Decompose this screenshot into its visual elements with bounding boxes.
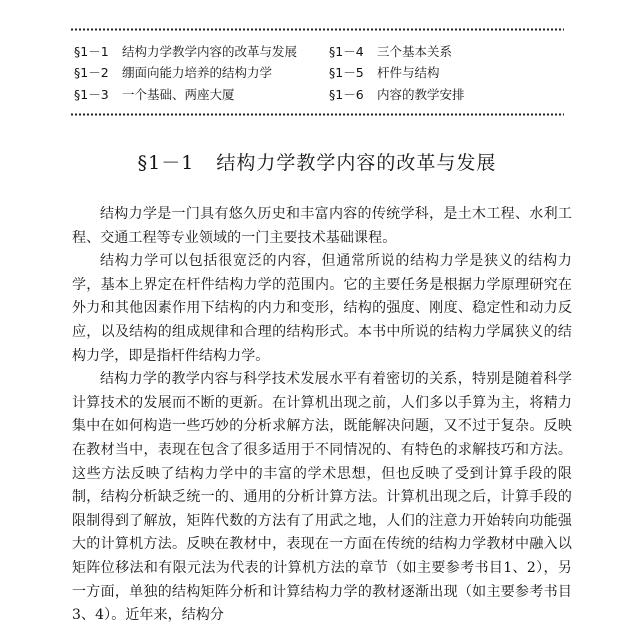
toc-entry-number: §1－6 <box>329 86 364 102</box>
toc-entry <box>70 85 329 103</box>
toc-entry-title: 一个基础、两座大厦 <box>122 86 235 102</box>
chapter-contents <box>70 40 564 105</box>
toc-entry-number: §1－4 <box>329 43 364 59</box>
section-number: §1－1 <box>137 152 195 174</box>
toc-entry <box>329 85 564 103</box>
toc-entry-number: §1－3 <box>74 86 109 102</box>
toc-entry-number: §1－5 <box>329 65 364 81</box>
toc-entry-number: §1－1 <box>74 43 109 59</box>
toc-entry-title: 绷面向能力培养的结构力学 <box>122 65 273 81</box>
paragraph: 结构力学可以包括很宽泛的内容，但通常所说的结构力学是狭义的结构力学，基本上界定在杆件结构力学的范围内。它的主要任务是根据力学原理研究在外力和其他因素作用下结构的内力和变形，结构的强度、刚度、稳定性和动力反应，以及结构的组成规律和合理的结构形式。本书中所说的结构力学属狭义的结构力学，即是指杆件结构力学。 <box>72 253 572 364</box>
top-dotted-rule <box>70 28 564 31</box>
toc-entry <box>329 63 564 81</box>
section-title: 结构力学教学内容的改革与发展 <box>216 152 497 174</box>
toc-row <box>70 83 564 105</box>
toc-entry-title: 内容的教学安排 <box>377 86 465 102</box>
paragraph: 结构力学的教学内容与科学技术发展水平有着密切的关系，特别是随着科学计算技术的发展而不断的更新。在计算机出现之前，人们多以手算为主，将精力集中在如何构造一些巧妙的分析求解方法，既能解决问题，又不过于复杂。反映在教材当中，表现在包含了很多适用于不同情况的、有特色的求解技巧和方法。这些方法反映了结构力学中的丰富的学术思想，但也反映了受到计算手段的限制，结构分析缺乏统一的、通用的分析计算方法。计算机出现之后，计算手段的限制得到了解放，矩阵代数的方法有了用武之地，人们的注意力开始转向功能强大的计算机方法。反映在教材中，表现在一方面在传统的结构力学教材中融入以矩阵位移法和有限元法为代表的计算机方法的章节（如主要参考书目1、2），另一方面，单独的结构矩阵分析和计算结构力学的教材逐渐出现（如主要参考书目3、4）。近年来，结构分 <box>72 371 572 624</box>
toc-entry-title: 三个基本关系 <box>377 43 453 59</box>
section-heading <box>0 148 634 175</box>
toc-entry <box>70 63 329 81</box>
toc-entry <box>329 42 564 60</box>
toc-row <box>70 40 564 62</box>
toc-entry-number: §1－2 <box>74 65 109 81</box>
body-text <box>72 203 572 628</box>
bottom-dotted-rule <box>70 113 564 116</box>
toc-entry-title: 杆件与结构 <box>377 65 440 81</box>
toc-entry <box>70 42 329 60</box>
toc-row <box>70 62 564 84</box>
toc-entry-title: 结构力学教学内容的改革与发展 <box>122 43 298 59</box>
paragraph: 结构力学是一门具有悠久历史和丰富内容的传统学科，是土木工程、水利工程、交通工程等专业领域的一门主要技术基础课程。 <box>72 206 572 246</box>
